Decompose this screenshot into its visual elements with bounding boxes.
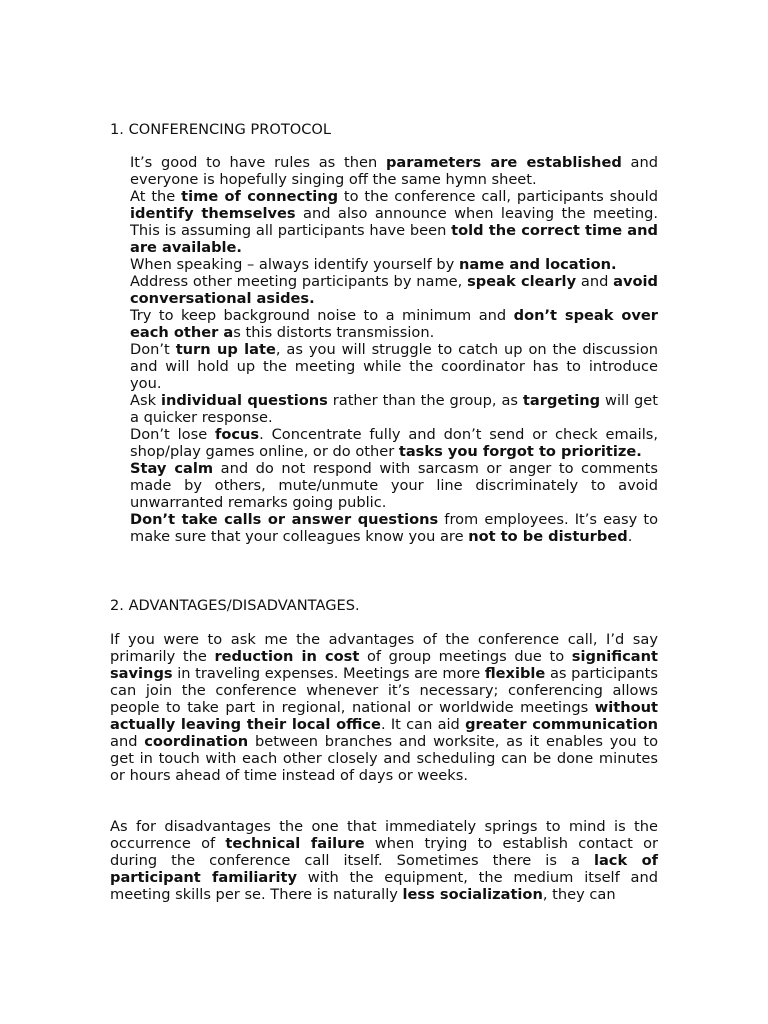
text-run: Don’t [130,341,176,358]
text-run: . Concentrate fully and don’t send or check emails, shop/play games online, or do other [130,426,658,460]
text-run: . It can aid [380,716,466,733]
protocol-item [130,307,658,341]
text-run: and do not respond with sarcasm or anger to comments made by others, mute/unmute your line discriminately to avoid unwarranted remarks going public. [130,460,658,511]
text-run: in traveling expenses. Meetings are more [172,665,485,682]
bold-text-run: greater communication [465,716,658,733]
bold-text-run: coordination [144,733,249,750]
bold-text-run: tasks you forgot to prioritize. [398,443,642,460]
protocol-item [130,511,658,545]
bold-text-run: speak clearly [467,273,577,290]
text-run: s this distorts transmission. [233,324,435,341]
bold-text-run: targeting [522,392,601,409]
section-heading-advantages-disadvantages: 2. ADVANTAGES/DISADVANTAGES. [110,597,360,614]
text-run: . [627,528,633,545]
text-run: When speaking – always identify yourself by [130,256,459,273]
advantages-paragraph [110,631,658,784]
bold-text-run: time of connecting [181,188,339,205]
bold-text-run: turn up late [175,341,276,358]
protocol-item [130,392,658,426]
bold-text-run: told the correct time and are available. [130,222,658,256]
text-run: Don’t lose [130,426,215,443]
bold-text-run: don’t speak over each other a [130,307,658,341]
disadvantages-paragraph [110,818,658,903]
protocol-item [130,154,658,188]
text-run: Address other meeting participants by name, [130,273,468,290]
protocol-item [130,426,658,460]
bold-text-run: Don’t take calls or answer questions [130,511,439,528]
text-run: to the conference call, participants should [338,188,658,205]
bold-text-run: identify themselves [130,205,296,222]
text-run: as participants can join the conference whenever it’s necessary; conferencing allows people to take part in regional, national or worldwide meetings [110,665,658,716]
text-run: of group meetings due to [359,648,572,665]
text-run: Ask [130,392,161,409]
text-run: As for disadvantages the one that immediately springs to mind is the occurrence of [110,818,658,852]
text-run: from employees. It’s easy to make sure that your colleagues know you are [130,511,659,545]
protocol-item [130,256,658,273]
protocol-item [130,460,658,511]
bold-text-run: parameters are established [385,154,622,171]
bold-text-run: technical failure [225,835,365,852]
text-run: will get a quicker response. [130,392,658,426]
bold-text-run: avoid conversational asides. [130,273,659,307]
text-run: It’s good to have rules as then [130,154,386,171]
bold-text-run: Stay calm [130,460,214,477]
bold-text-run: without actually leaving their local office [110,699,658,733]
text-run: and [110,733,145,750]
bold-text-run: flexible [484,665,546,682]
protocol-item [130,341,658,392]
text-run: and [576,273,614,290]
bold-text-run: not to be disturbed [468,528,628,545]
text-run: when trying to establish contact or during the conference call itself. Sometimes there is a [110,835,658,869]
text-run: , as you will struggle to catch up on the discussion and will hold up the meeting while the coordinator has to introduce you. [130,341,658,392]
bold-text-run: less socialization [402,886,543,903]
text-run: between branches and worksite, as it enables you to get in touch with each other closely and scheduling can be done minutes or hours ahead of time instead of days or weeks. [110,733,658,784]
section-heading-conferencing-protocol: 1. CONFERENCING PROTOCOL [110,121,332,138]
bold-text-run: significant savings [110,648,658,682]
protocol-list [130,154,658,545]
text-run: and everyone is hopefully singing off the same hymn sheet. [130,154,658,188]
protocol-item [130,188,658,256]
bold-text-run: individual questions [160,392,328,409]
protocol-item [130,273,658,307]
text-run: and also announce when leaving the meeting. This is assuming all participants have been [130,205,658,239]
bold-text-run: focus [215,426,260,443]
text-run: , they can [542,886,616,903]
text-run: Try to keep background noise to a minimum and [130,307,514,324]
text-run: If you were to ask me the advantages of the conference call, I’d say primarily the [110,631,658,665]
bold-text-run: name and location. [458,256,617,273]
text-run: with the equipment, the medium itself and meeting skills per se. There is naturally [110,869,658,903]
bold-text-run: reduction in cost [214,648,360,665]
bold-text-run: lack of participant familiarity [110,852,658,886]
text-run: rather than the group, as [327,392,523,409]
text-run: At the [130,188,182,205]
